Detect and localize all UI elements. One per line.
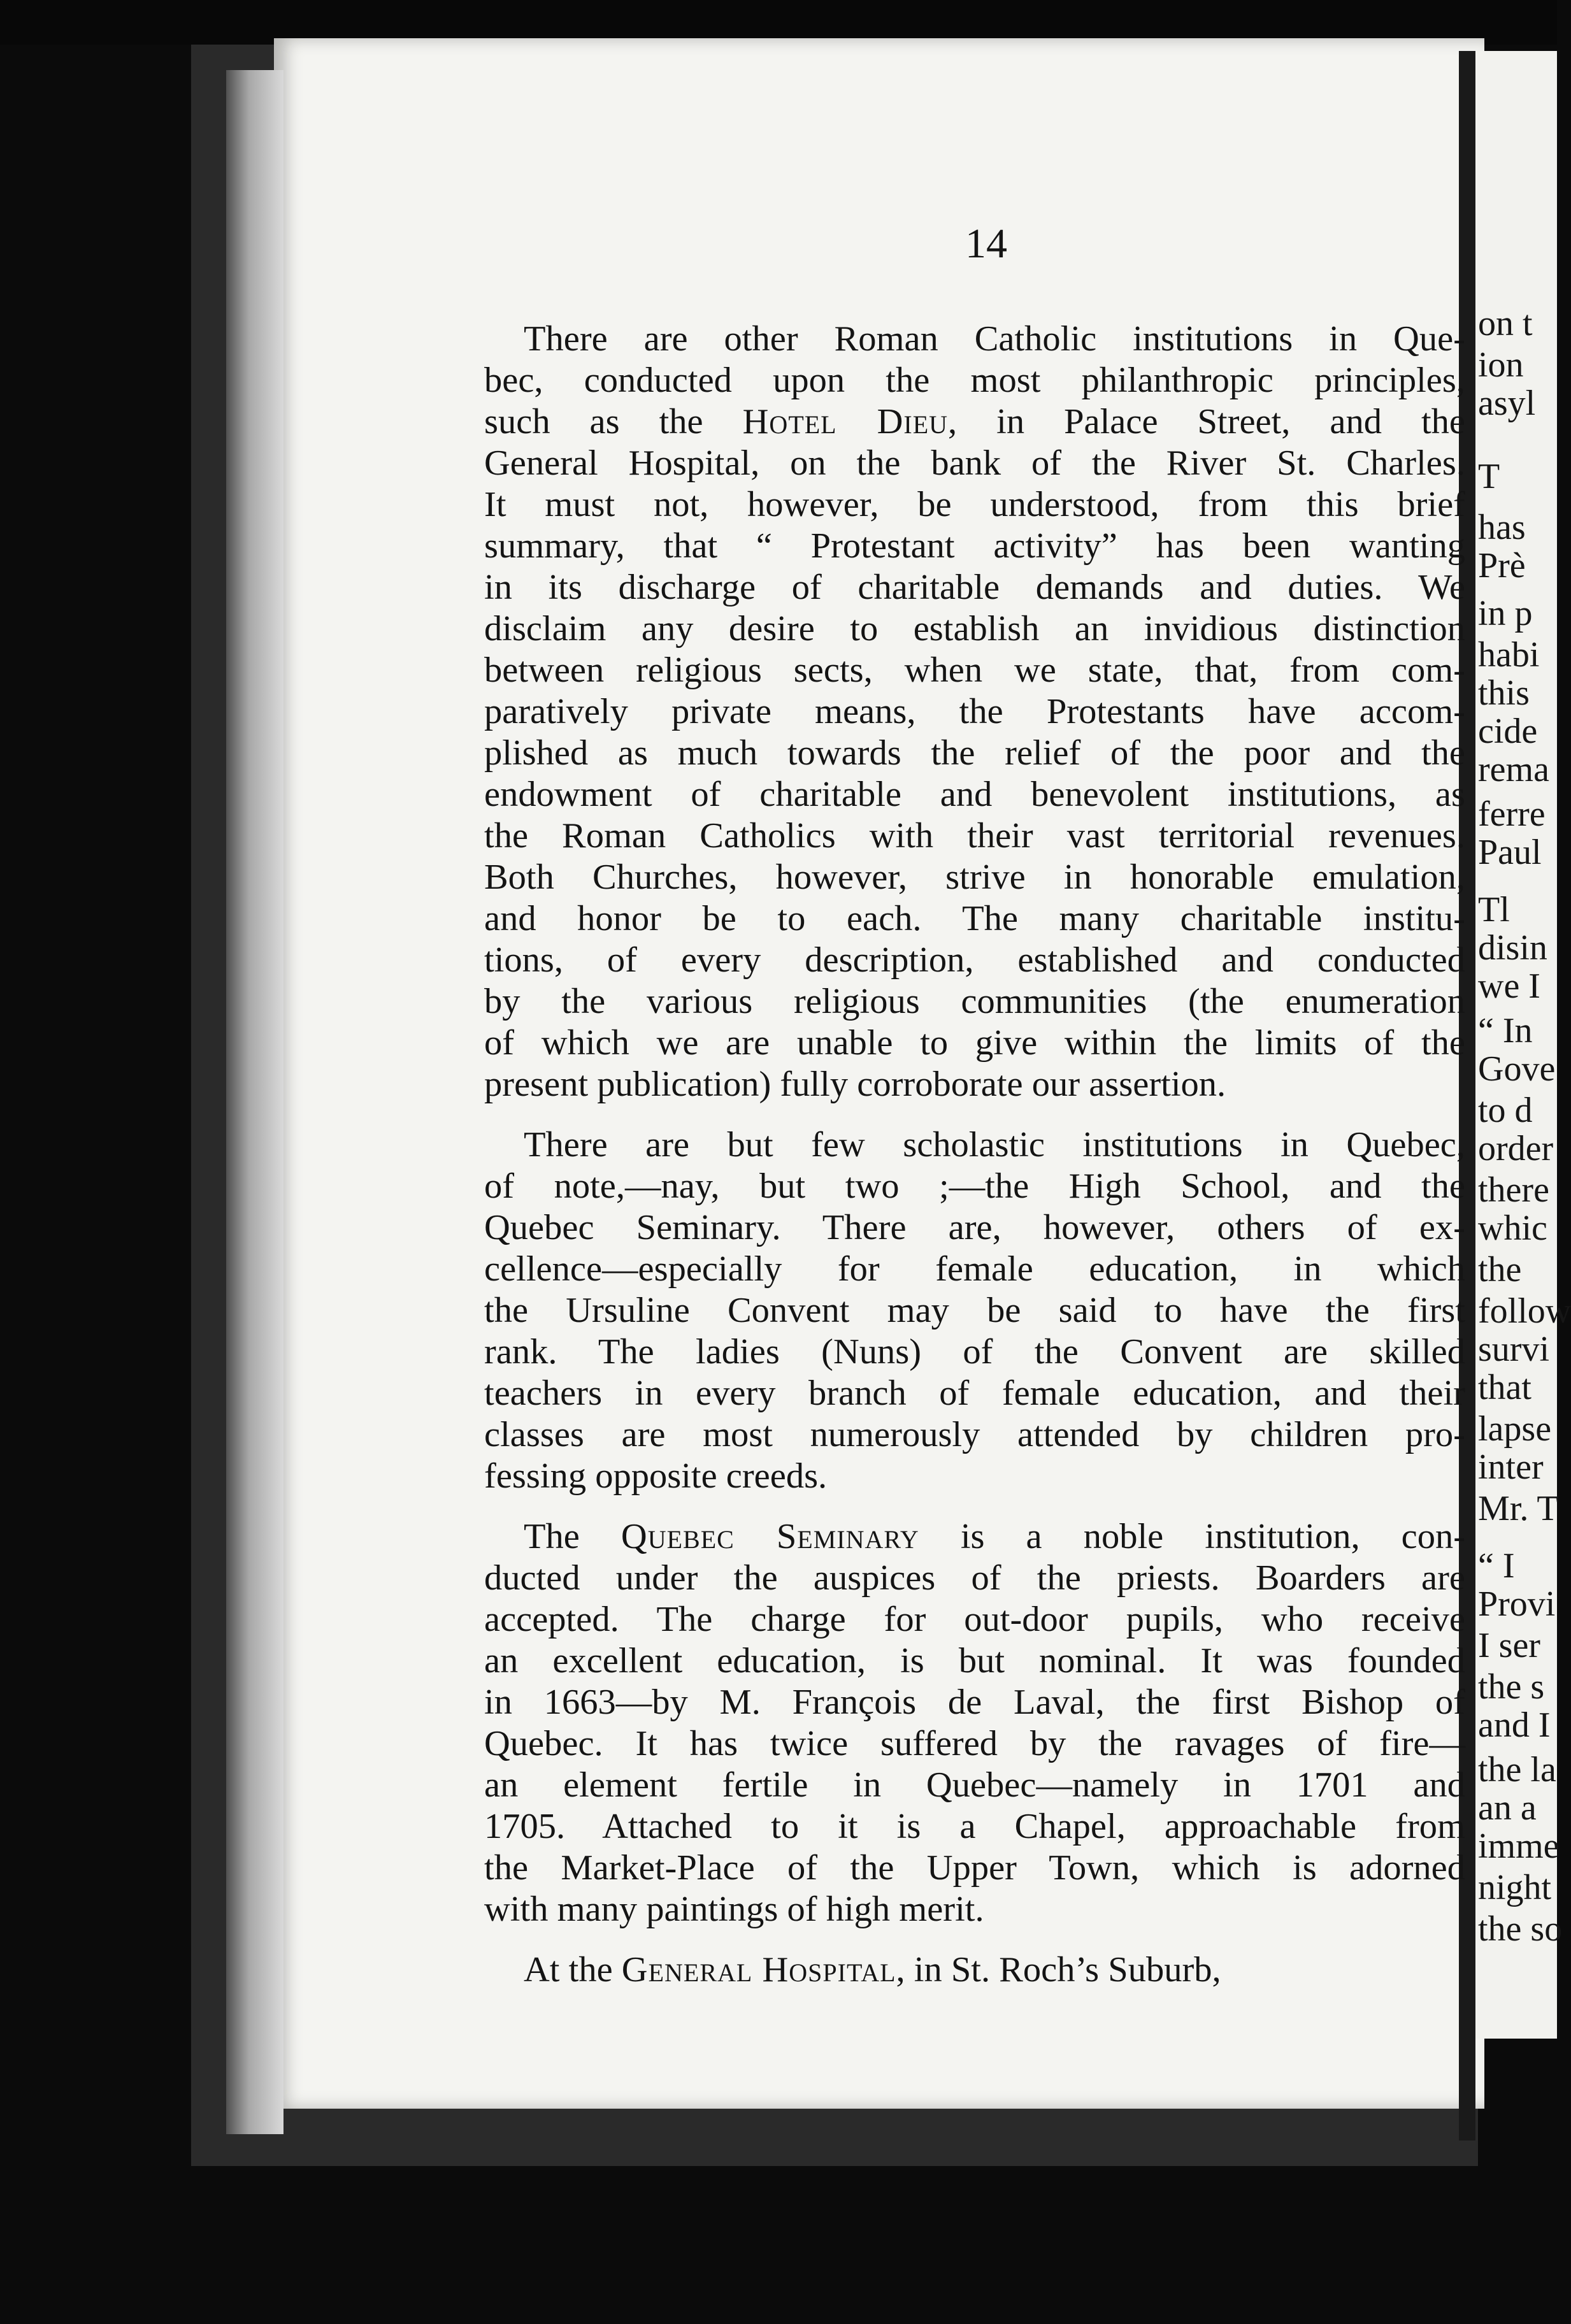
- facing-page-line: to d: [1478, 1091, 1533, 1130]
- text-line: General Hospital, on the bank of the River St. Charles.: [484, 443, 1465, 483]
- paragraph: [484, 1516, 1465, 1930]
- text-line: with many paintings of high merit.: [484, 1890, 984, 1929]
- facing-page-line: T: [1478, 457, 1500, 496]
- text-line: Quebec. It has twice suffered by the ravages of fire—: [484, 1724, 1465, 1763]
- paragraph: [484, 319, 1465, 1105]
- facing-page-line: and I: [1478, 1705, 1551, 1745]
- facing-page-line: “ I: [1478, 1546, 1515, 1586]
- text-line: Quebec Seminary. There are, however, others of ex-: [484, 1208, 1465, 1247]
- small-caps-name: Hotel Dieu: [742, 402, 949, 441]
- text-line: summary, that “ Protestant activity” has been wanting: [484, 526, 1465, 566]
- text-line: classes are most numerously attended by children pro-: [484, 1415, 1465, 1454]
- facing-page-line: in p: [1478, 594, 1533, 633]
- text-line: by the various religious communities (the enumeration: [484, 982, 1465, 1021]
- text-line: 1705. Attached to it is a Chapel, approachable from: [484, 1807, 1465, 1846]
- facing-page-line: asyl: [1478, 384, 1536, 423]
- facing-page-line: I ser: [1478, 1626, 1540, 1665]
- small-caps-name: Quebec Seminary: [621, 1517, 919, 1556]
- text-line: paratively private means, the Protestants have accom-: [484, 692, 1465, 731]
- facing-page-line: cide: [1478, 712, 1538, 751]
- facing-page-line: Mr. T: [1478, 1489, 1559, 1528]
- text-line: the Market-Place of the Upper Town, which is adorned: [484, 1848, 1465, 1888]
- facing-page-line: follow: [1478, 1291, 1571, 1331]
- facing-page-line: whic: [1478, 1209, 1547, 1248]
- text-line: It must not, however, be understood, from this brief: [484, 485, 1465, 524]
- small-caps-name: General Hospital: [621, 1950, 896, 1990]
- text-line: an excellent education, is but nominal. It was founded: [484, 1641, 1465, 1681]
- text-line: accepted. The charge for out-door pupils, who receive: [484, 1600, 1465, 1639]
- text-line: bec, conducted upon the most philanthropic principles,: [484, 361, 1465, 400]
- facing-page-line: Provi: [1478, 1584, 1556, 1624]
- facing-page-line: this: [1478, 673, 1530, 713]
- text-line: At the General Hospital, in St. Roch’s Suburb,: [524, 1950, 1221, 1990]
- facing-page-line: disin: [1478, 928, 1547, 968]
- facing-page-line: the so: [1478, 1909, 1563, 1949]
- facing-page-line: Prè: [1478, 546, 1526, 585]
- text-line: The Quebec Seminary is a noble institution, con-: [524, 1517, 1466, 1556]
- text-line: There are other Roman Catholic institutions in Que-: [524, 319, 1465, 359]
- facing-page-line: on t: [1478, 304, 1533, 343]
- text-line: and honor be to each. The many charitable institu-: [484, 899, 1465, 938]
- facing-page-line: Gove: [1478, 1049, 1556, 1089]
- text-line: endowment of charitable and benevolent institutions, as: [484, 775, 1465, 814]
- text-line: in its discharge of charitable demands and duties. We: [484, 568, 1465, 607]
- text-line: tions, of every description, established and conducted: [484, 940, 1465, 980]
- facing-page-line: we I: [1478, 966, 1540, 1006]
- facing-page-line: Tl: [1478, 890, 1510, 929]
- facing-page-line: the s: [1478, 1667, 1545, 1707]
- facing-page-line: has: [1478, 508, 1526, 547]
- text-line: of which we are unable to give within the limits of the: [484, 1023, 1465, 1063]
- text-line: fessing opposite creeds.: [484, 1456, 828, 1496]
- facing-page-fragment: [1475, 51, 1571, 2039]
- facing-page-line: ion: [1478, 345, 1524, 385]
- facing-page-line: that: [1478, 1368, 1532, 1407]
- facing-page-line: rema: [1478, 750, 1549, 789]
- text-line: cellence—especially for female education, in which: [484, 1249, 1465, 1289]
- text-line: ducted under the auspices of the priests. Boarders are: [484, 1558, 1465, 1598]
- facing-page-line: night: [1478, 1868, 1552, 1907]
- facing-page-line: the la: [1478, 1750, 1556, 1790]
- text-line: There are but few scholastic institutions in Quebec,: [524, 1125, 1465, 1165]
- page-edge-binding: [226, 70, 283, 2134]
- facing-page-line: lapse: [1478, 1409, 1552, 1449]
- facing-page-line: ferre: [1478, 794, 1546, 834]
- text-line: Both Churches, however, strive in honorable emulation,: [484, 857, 1465, 897]
- facing-page-line: habi: [1478, 635, 1540, 675]
- facing-page-line: survi: [1478, 1330, 1549, 1369]
- facing-page-line: inter: [1478, 1447, 1544, 1487]
- text-line: in 1663—by M. François de Laval, the first Bishop of: [484, 1682, 1465, 1722]
- page-number: 14: [965, 220, 1007, 267]
- facing-page-line: “ In: [1478, 1011, 1533, 1051]
- facing-page-line: an a: [1478, 1788, 1537, 1828]
- text-line: the Ursuline Convent may be said to have the first: [484, 1291, 1465, 1330]
- text-line: disclaim any desire to establish an invidious distinction: [484, 609, 1465, 649]
- facing-page-line: the: [1478, 1250, 1522, 1289]
- text-line: rank. The ladies (Nuns) of the Convent are skilled: [484, 1332, 1465, 1372]
- text-line: the Roman Catholics with their vast territorial revenues.: [484, 816, 1465, 856]
- facing-page-line: Paul: [1478, 833, 1542, 872]
- text-line: plished as much towards the relief of the poor and the: [484, 733, 1465, 773]
- paragraph: [484, 1124, 1465, 1497]
- text-line: such as the Hotel Dieu, in Palace Street, and the: [484, 402, 1465, 441]
- facing-page-line: there: [1478, 1170, 1549, 1210]
- paragraph: [484, 1949, 1465, 1991]
- text-line: between religious sects, when we state, that, from com-: [484, 650, 1465, 690]
- text-line: of note,—nay, but two ;—the High School, and the: [484, 1166, 1465, 1206]
- text-line: an element fertile in Quebec—namely in 1701 and: [484, 1765, 1465, 1805]
- body-text: [484, 319, 1465, 1991]
- facing-page-line: imme: [1478, 1826, 1560, 1866]
- facing-page-line: order: [1478, 1129, 1554, 1168]
- text-line: present publication) fully corroborate our assertion.: [484, 1065, 1226, 1104]
- text-line: teachers in every branch of female education, and their: [484, 1374, 1465, 1413]
